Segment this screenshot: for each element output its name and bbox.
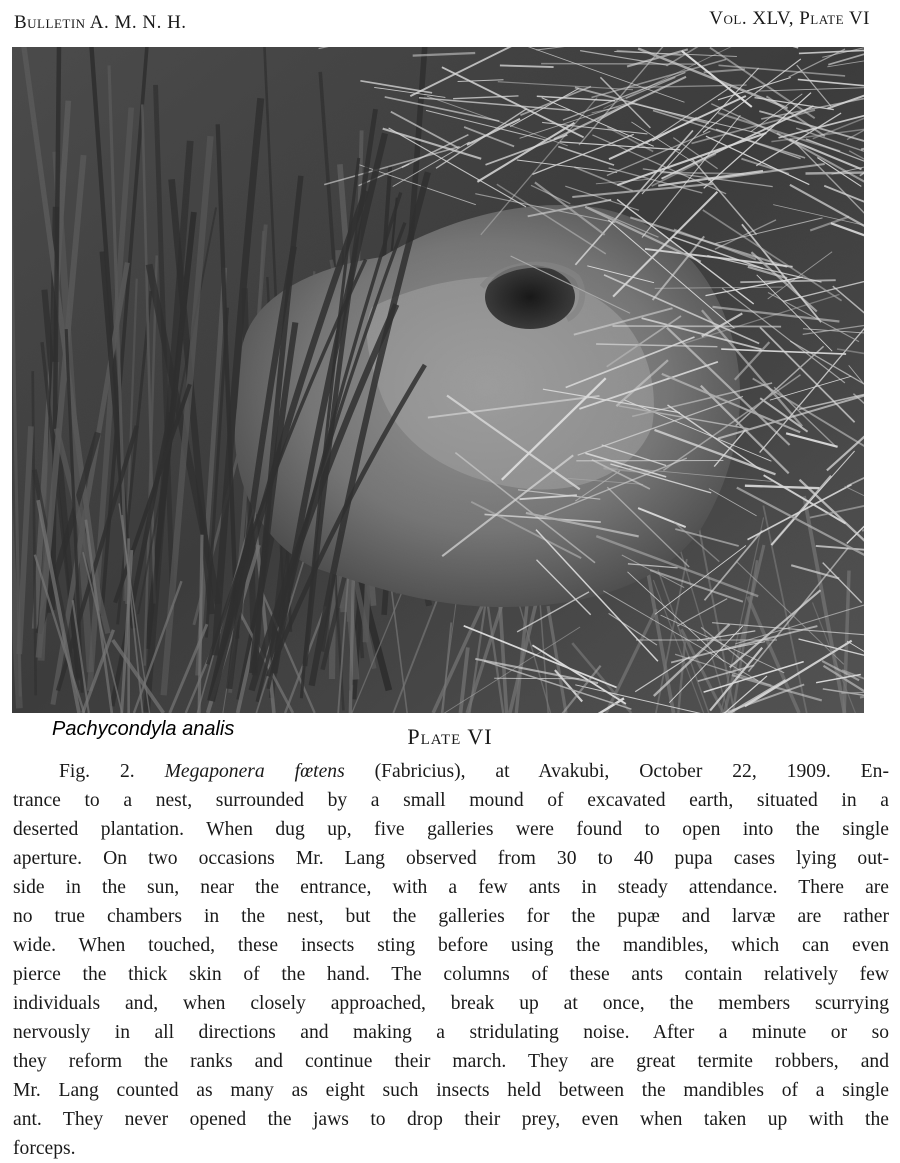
journal-title: Bulletin A. M. N. H.: [14, 12, 187, 34]
figure-caption: [13, 757, 889, 1163]
caption-line: individuals and, when closely approached, break up at once, the members scurrying: [13, 989, 889, 1018]
caption-line: no true chambers in the nest, but the galleries for the pupæ and larvæ are rather: [13, 902, 889, 931]
caption-line: Mr. Lang counted as many as eight such insects held between the mandibles of a single: [13, 1076, 889, 1105]
species-handwritten-label: Pachycondyla analis: [52, 718, 234, 741]
caption-line: forceps.: [13, 1134, 889, 1163]
page-header: [14, 8, 870, 38]
caption-line: nervously in all directions and making a stridulating noise. After a minute or so: [13, 1018, 889, 1047]
caption-line: deserted plantation. When dug up, five galleries were found to open into the single: [13, 815, 889, 844]
caption-line: trance to a nest, surrounded by a small mound of excavated earth, situated in a: [13, 786, 889, 815]
caption-line: side in the sun, near the entrance, with a few ants in steady attendance. There are: [13, 873, 889, 902]
caption-line: ant. They never opened the jaws to drop their prey, even when taken up with the: [13, 1105, 889, 1134]
nest-photograph: [12, 47, 864, 713]
figure-number: Fig. 2.: [59, 761, 135, 782]
caption-line: pierce the thick skin of the hand. The columns of these ants contain relatively few: [13, 960, 889, 989]
caption-line: they reform the ranks and continue their march. They are great termite robbers, and: [13, 1047, 889, 1076]
caption-line: aperture. On two occasions Mr. Lang observed from 30 to 40 pupa cases lying out-: [13, 844, 889, 873]
photo-grain: [12, 47, 864, 713]
caption-line: Fig. 2. Megaponera fœtens (Fabricius), at Avakubi, October 22, 1909. En-: [13, 757, 889, 786]
volume-plate: Vol. XLV, Plate VI: [709, 8, 870, 30]
species-name: Megaponera fœtens: [165, 761, 345, 782]
plate-title: Plate VI: [0, 724, 900, 750]
caption-line: wide. When touched, these insects sting before using the mandibles, which can even: [13, 931, 889, 960]
